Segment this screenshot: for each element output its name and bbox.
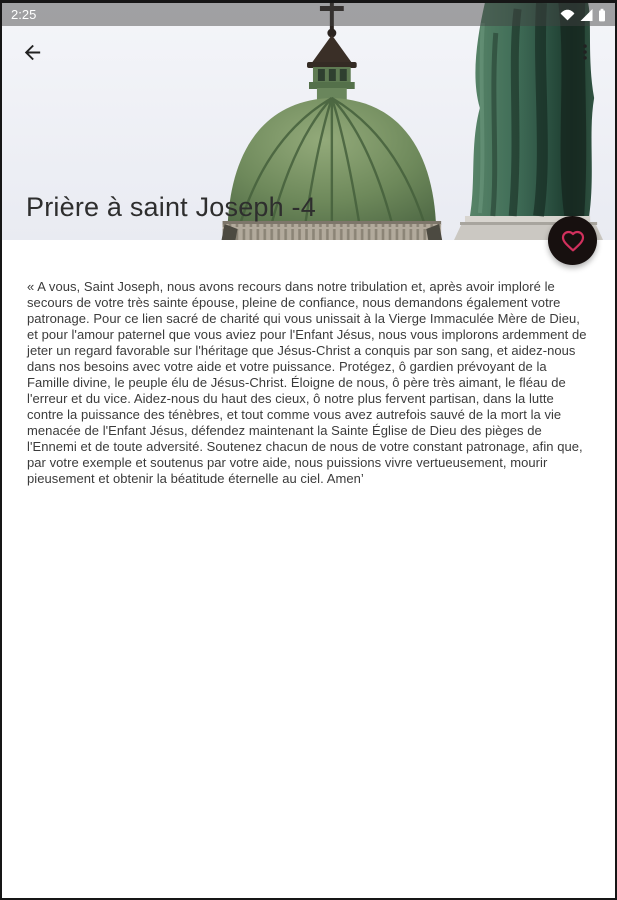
- clock-text: 2:25: [11, 7, 37, 22]
- heart-outline-icon: [561, 229, 585, 253]
- cellular-signal-icon: [580, 9, 593, 21]
- wifi-icon: [560, 9, 575, 21]
- battery-icon: [598, 8, 606, 22]
- overflow-menu-button[interactable]: [565, 32, 605, 72]
- page-title: Prière à saint Joseph -4: [26, 192, 316, 222]
- content-area: [2, 240, 615, 898]
- app-bar: [2, 28, 615, 76]
- back-button[interactable]: [12, 32, 52, 72]
- prayer-text: « A vous, Saint Joseph, nous avons recours dans notre tribulation et, après avoir imploré le secours de votre très sainte épouse, pleine de confiance, nous demandons également votre patronage. Pour ce lien sacré de charité qui vous unissait à la Vierge Immaculée Mère de Dieu, et pour l'amour paternel que vous aviez pour l'Enfant Jésus, nous vous implorons ardemment de jeter un regard favorable sur l'héritage que Jésus-Christ a conquis par son sang, et aidez-nous dans nos besoins avec votre aide et votre puissance. Protégez, ô gardien prévoyant de la Famille divine, le peuple élu de Jésus-Christ. Éloigne de nous, ô père très aimant, le fléau de l'erreur et du vice. Aidez-nous du haut des cieux, ô notre plus fervent partisan, dans la lutte contre la puissance des ténèbres, et tout comme vous avez autrefois sauvé de la mort la vie menacée de l'Enfant Jésus, défendez maintenant la Sainte Église de Dieu des pièges de l'Ennemi et de toute adversité. Soutenez chacun de nous de votre constant patronage, afin que, par votre exemple et soutenus par votre aide, nous puissions vivre vertueusement, mourir pieusement et obtenir la béatitude éternelle au ciel. Amen’: [27, 279, 587, 486]
- overflow-menu-icon: [575, 42, 595, 62]
- status-bar: [2, 3, 615, 26]
- favorite-button[interactable]: [548, 216, 597, 265]
- arrow-back-icon: [21, 41, 44, 64]
- status-icons: [560, 8, 606, 22]
